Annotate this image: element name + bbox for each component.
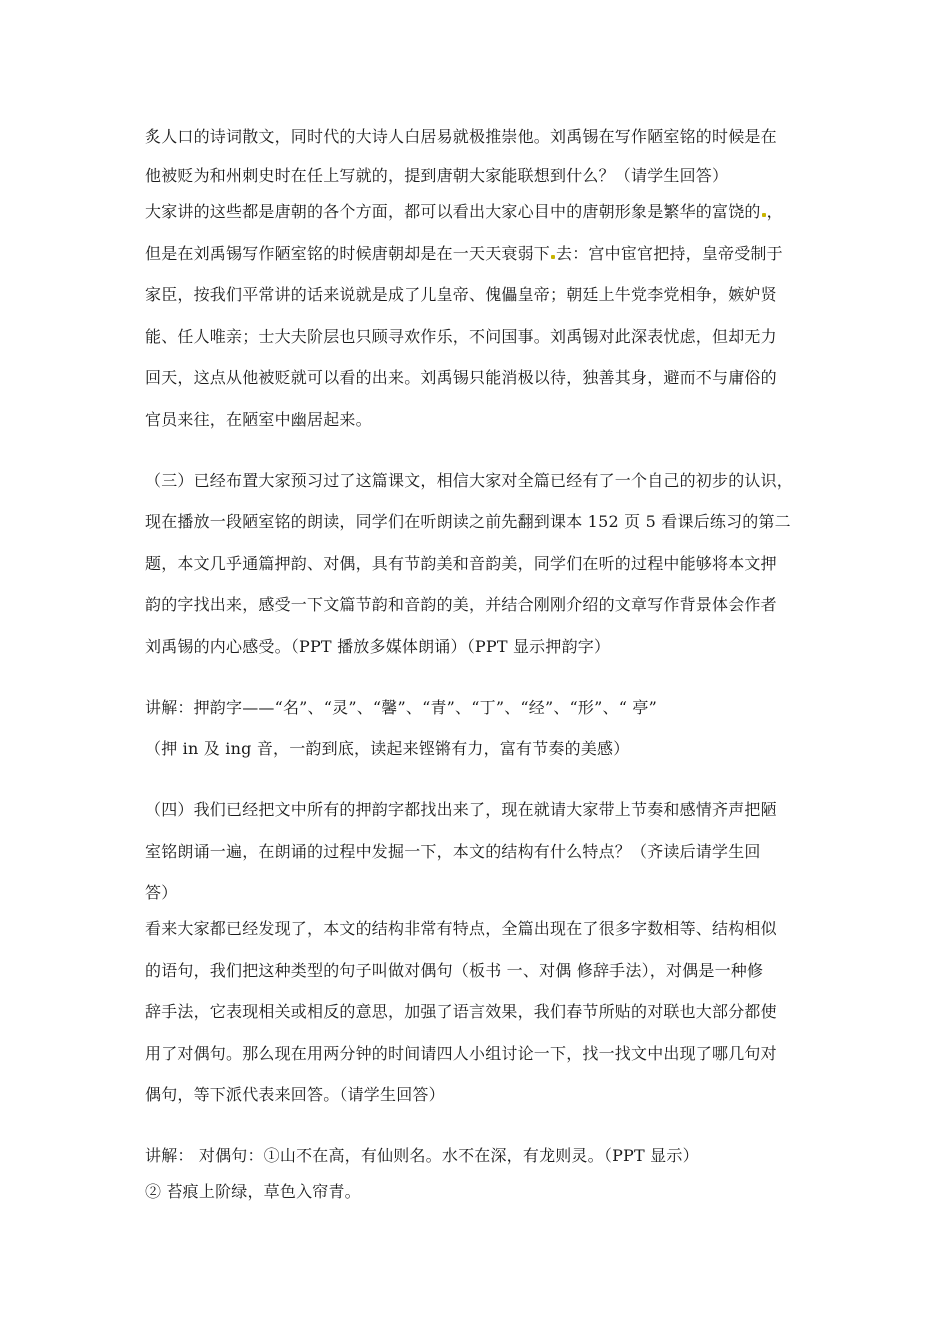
text-line: （押 in 及 ing 音，一韵到底，读起来铿锵有力，富有节奏的美感） xyxy=(145,739,630,758)
text-line: 韵的字找出来，感受一下文篇节韵和音韵的美，并结合刚刚介绍的文章写作背景体会作者 xyxy=(145,595,777,614)
text-segment: 但是在刘禹锡写作陋室铭的时候唐朝却是在一天天衰弱下 xyxy=(145,244,551,263)
text-line xyxy=(145,202,815,222)
text-line: 家臣，按我们平常讲的话来说就是成了儿皇帝、傀儡皇帝；朝廷上牛党李党相争，嫉妒贤 xyxy=(145,285,777,304)
text-line: 他被贬为和州刺史时在任上写就的，提到唐朝大家能联想到什么？（请学生回答） xyxy=(145,166,729,185)
text-line: 现在播放一段陋室铭的朗读，同学们在听朗读之前先翻到课本 152 页 5 看课后练习的第二 xyxy=(145,512,791,531)
text-line: 炙人口的诗词散文，同时代的大诗人白居易就极推崇他。刘禹锡在写作陋室铭的时候是在 xyxy=(145,127,777,146)
highlight-marker xyxy=(551,255,555,259)
text-line: 官员来往，在陋室中幽居起来。 xyxy=(145,410,372,429)
highlight-marker xyxy=(762,213,766,217)
text-line: 讲解：押韵字——“名”、“灵”、“馨”、“青”、“丁”、“经”、“形”、“ 亭” xyxy=(145,698,657,717)
text-line: 题，本文几乎通篇押韵、对偶，具有节韵美和音韵美，同学们在听的过程中能够将本文押 xyxy=(145,554,777,573)
text-line: 室铭朗诵一遍，在朗诵的过程中发掘一下，本文的结构有什么特点？（齐读后请学生回 xyxy=(145,842,761,861)
text-line: （四）我们已经把文中所有的押韵字都找出来了，现在就请大家带上节奏和感情齐声把陋 xyxy=(145,800,777,819)
text-line: 答） xyxy=(145,883,178,902)
text-line: ② 苔痕上阶绿，草色入帘青。 xyxy=(145,1182,361,1201)
text-segment: ， xyxy=(766,202,783,221)
text-line: （三）已经布置大家预习过了这篇课文，相信大家对全篇已经有了一个自己的初步的认识， xyxy=(145,471,794,490)
text-line xyxy=(145,244,815,264)
text-line: 回天，这点从他被贬就可以看的出来。刘禹锡只能消极以待，独善其身，避而不与庸俗的 xyxy=(145,368,777,387)
text-segment: 去： xyxy=(556,244,589,263)
text-line: 偶句，等下派代表来回答。（请学生回答） xyxy=(145,1085,445,1104)
text-line: 讲解： 对偶句：①山不在高，有仙则名。水不在深，有龙则灵。（PPT 显示） xyxy=(145,1146,699,1165)
text-line: 看来大家都已经发现了，本文的结构非常有特点，全篇出现在了很多字数相等、结构相似 xyxy=(145,919,777,938)
text-line: 用了对偶句。那么现在用两分钟的时间请四人小组讨论一下，找一找文中出现了哪几句对 xyxy=(145,1044,777,1063)
text-segment: 大家讲的这些都是唐朝的各个方面，都可以看出大家心目中的唐朝形象是繁华的富饶的 xyxy=(145,202,761,221)
text-line: 能、任人唯亲；士大夫阶层也只顾寻欢作乐，不问国事。刘禹锡对此深表忧虑，但却无力 xyxy=(145,327,777,346)
text-line: 辞手法，它表现相关或相反的意思，加强了语言效果，我们春节所贴的对联也大部分都使 xyxy=(145,1002,777,1021)
text-segment: 宫中宦官把持，皇帝受制于 xyxy=(588,244,783,263)
text-line: 刘禹锡的内心感受。（PPT 播放多媒体朗诵）（PPT 显示押韵字） xyxy=(145,637,611,656)
text-line: 的语句，我们把这种类型的句子叫做对偶句（板书 一、对偶 修辞手法），对偶是一种修 xyxy=(145,961,764,980)
